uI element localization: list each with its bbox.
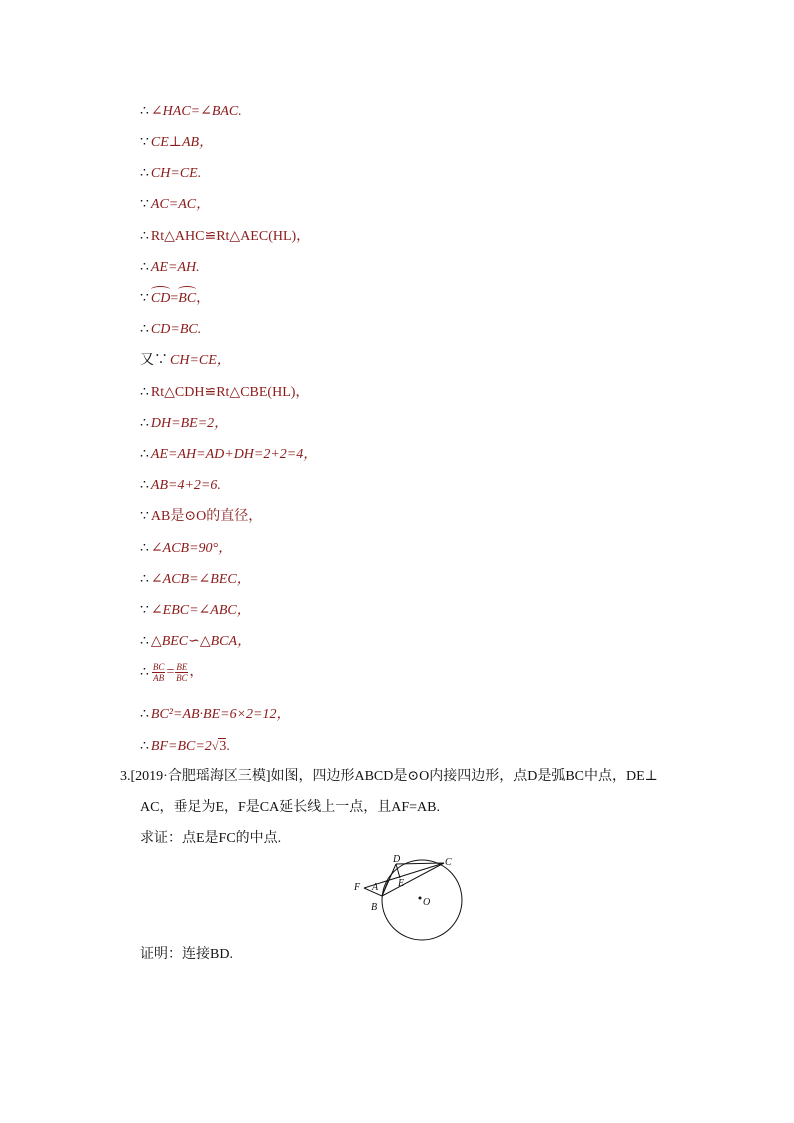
arc-cd: CD <box>150 291 171 306</box>
solution-line-21: ∴ BF=BC=2√3. <box>140 739 230 754</box>
problem-3-line-1: 3.[2019·合肥瑶海区三模]如图，四边形ABCD是⊙O内接四边形，点D是弧BC中点，DE⊥ <box>120 769 658 784</box>
label-b: B <box>371 902 378 913</box>
proof-start: 证明：连接BD. <box>140 947 233 962</box>
solution-line-9: 又∵ CH=CE， <box>140 353 231 368</box>
segment-de <box>396 864 400 878</box>
solution-line-1: ∴ ∠HAC=∠BAC. <box>140 104 242 119</box>
solution-line-20: ∴ BC²=AB·BE=6×2=12， <box>140 707 291 722</box>
problem-3-line-2: AC，垂足为E，F是CA延长线上一点，且AF=AB. <box>140 800 440 815</box>
solution-line-3: ∴ CH=CE. <box>140 166 202 181</box>
solution-line-16: ∴ ∠ACB=∠BEC， <box>140 572 251 587</box>
center-point <box>419 897 422 900</box>
solution-line-4: ∵ AC=AC， <box>140 197 211 212</box>
label-f: F <box>354 882 361 893</box>
solution-line-7: ∵ CD=BC， <box>140 291 211 306</box>
segment-dc <box>396 863 444 864</box>
solution-line-5: ∴ Rt△AHC≌Rt△AEC(HL)， <box>140 229 311 244</box>
solution-line-14: ∵ AB是⊙O的直径， <box>140 509 263 524</box>
label-a: A <box>372 882 379 893</box>
circle-o <box>382 860 462 940</box>
solution-line-8: ∴ CD=BC. <box>140 322 202 337</box>
label-d: D <box>393 854 401 865</box>
geometry-figure <box>344 848 474 948</box>
solution-line-15: ∴ ∠ACB=90°， <box>140 541 233 556</box>
fraction-bc-ab: $\frac{BC}{AB}$ <box>152 662 165 683</box>
solution-line-10: ∴ Rt△CDH≌Rt△CBE(HL)， <box>140 385 310 400</box>
problem-3-line-3: 求证：点E是FC的中点. <box>140 831 282 846</box>
solution-line-2: ∵ CE⊥AB， <box>140 135 214 150</box>
label-e: E <box>398 878 405 889</box>
label-c: C <box>445 857 452 868</box>
solution-line-17: ∵ ∠EBC=∠ABC， <box>140 603 251 618</box>
arc-bc: BC <box>178 291 197 306</box>
solution-line-19: ∴ $\frac{BC}{AB}$ = $\frac{BE}{BC}$ ， <box>140 662 204 683</box>
solution-line-13: ∴ AB=4+2=6. <box>140 478 221 493</box>
fraction-be-bc: $\frac{BE}{BC}$ <box>176 662 188 683</box>
solution-line-6: ∴ AE=AH. <box>140 260 200 275</box>
label-o: O <box>423 897 431 908</box>
solution-line-11: ∴ DH=BE=2， <box>140 416 229 431</box>
solution-line-12: ∴ AE=AH=AD+DH=2+2=4， <box>140 447 318 462</box>
solution-line-18: ∴ △BEC∽△BCA， <box>140 634 252 649</box>
